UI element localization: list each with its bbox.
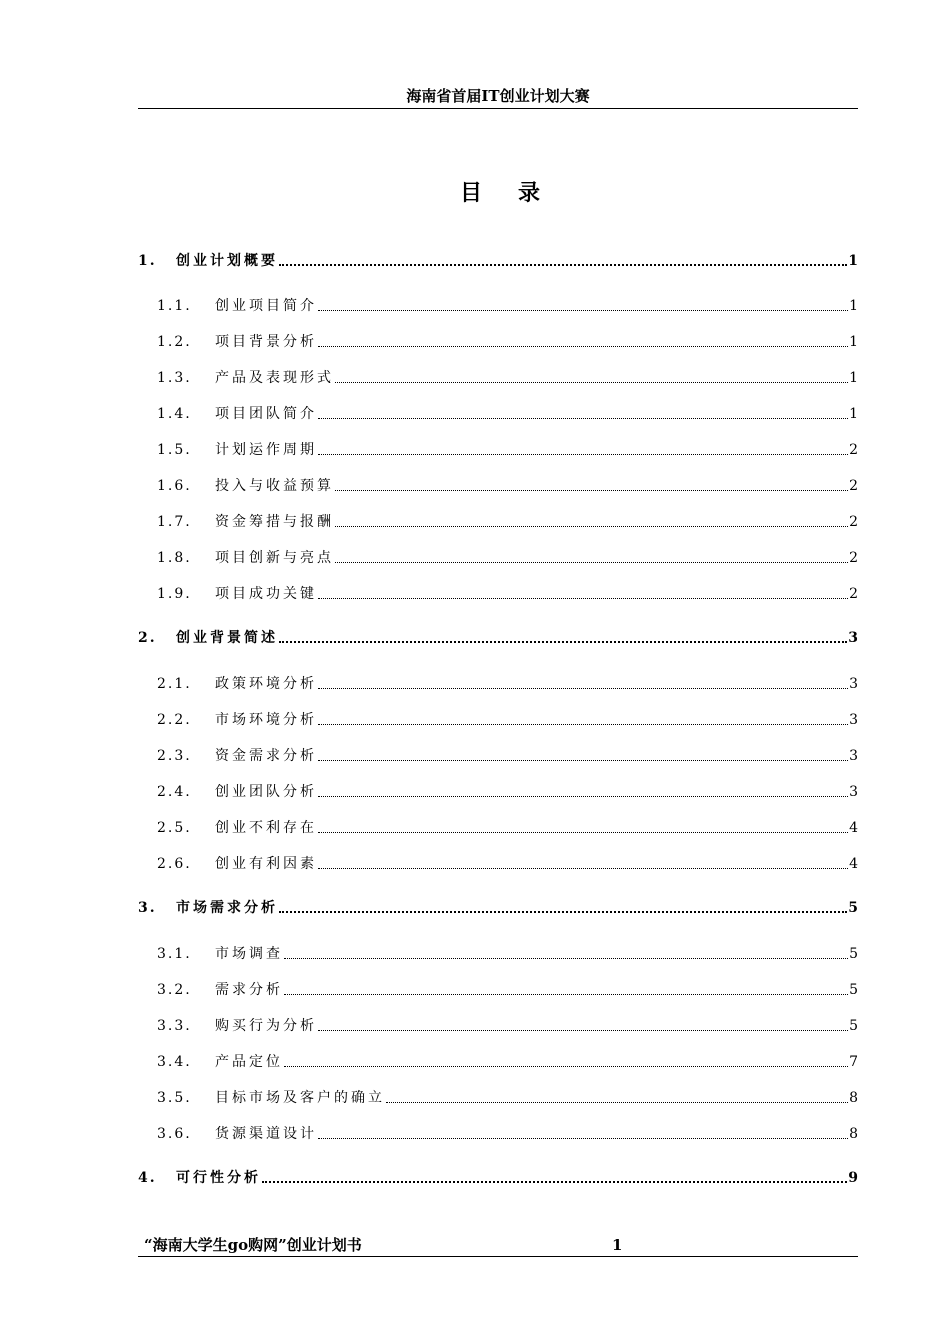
toc-entry-page: 8: [849, 1126, 858, 1142]
toc-section-entry[interactable]: [138, 853, 858, 873]
toc-chapter-entry[interactable]: [138, 627, 858, 647]
toc-entry-label: 项目团队简介: [215, 406, 317, 422]
toc-heading: [0, 176, 950, 207]
toc-dot-leader: [279, 264, 847, 266]
toc-entry-number: 2.1.: [157, 676, 192, 692]
toc-section-entry[interactable]: [138, 943, 858, 963]
toc-dot-leader: [284, 958, 848, 959]
toc-section-entry[interactable]: [138, 979, 858, 999]
toc-entry-page: 2: [849, 550, 858, 566]
toc-entry-number: 1.8.: [157, 550, 192, 566]
toc-entry-number: 2.5.: [157, 820, 192, 836]
toc-entry-label: 可行性分析: [176, 1170, 261, 1186]
toc-entry-number: 1.9.: [157, 586, 192, 602]
toc-entry-label: 项目创新与亮点: [215, 550, 334, 566]
toc-entry-number: 3.: [138, 900, 157, 916]
toc-entry-number: 2.2.: [157, 712, 192, 728]
toc-section-entry[interactable]: [138, 547, 858, 567]
toc-entry-page: 2: [849, 478, 858, 494]
toc-dot-leader: [262, 1181, 847, 1183]
toc-dot-leader: [279, 911, 847, 913]
toc-section-entry[interactable]: [138, 331, 858, 351]
toc-entry-page: 2: [849, 586, 858, 602]
toc-dot-leader: [318, 346, 848, 347]
toc-dot-leader: [318, 310, 848, 311]
toc-dot-leader: [318, 598, 848, 599]
toc-entry-label: 创业团队分析: [215, 784, 317, 800]
toc-dot-leader: [318, 832, 848, 833]
toc-entry-page: 8: [849, 1090, 858, 1106]
toc-section-entry[interactable]: [138, 745, 858, 765]
toc-entry-label: 产品及表现形式: [215, 370, 334, 386]
toc-entry-number: 1.2.: [157, 334, 192, 350]
toc-dot-leader: [284, 994, 848, 995]
toc-entry-number: 1.3.: [157, 370, 192, 386]
toc-entry-page: 4: [849, 820, 858, 836]
page-footer: [138, 1236, 858, 1257]
toc-dot-leader: [335, 382, 848, 383]
toc-dot-leader: [318, 1030, 848, 1031]
toc-entry-number: 1.: [138, 253, 157, 269]
toc-section-entry[interactable]: [138, 475, 858, 495]
toc-section-entry[interactable]: [138, 439, 858, 459]
toc-entry-label: 计划运作周期: [215, 442, 317, 458]
toc-entry-label: 产品定位: [215, 1054, 283, 1070]
toc-section-entry[interactable]: [138, 1015, 858, 1035]
toc-section-entry[interactable]: [138, 1051, 858, 1071]
toc-entry-number: 2.3.: [157, 748, 192, 764]
toc-entry-page: 4: [849, 856, 858, 872]
toc-section-entry[interactable]: [138, 583, 858, 603]
toc-section-entry[interactable]: [138, 781, 858, 801]
toc-section-entry[interactable]: [138, 709, 858, 729]
toc-entry-label: 市场需求分析: [176, 900, 278, 916]
toc-entry-number: 1.6.: [157, 478, 192, 494]
toc-entry-label: 创业背景简述: [176, 630, 278, 646]
toc-entry-page: 1: [848, 253, 858, 269]
toc-dot-leader: [279, 641, 847, 643]
toc-entry-label: 创业有利因素: [215, 856, 317, 872]
toc-dot-leader: [318, 760, 848, 761]
toc-entry-number: 1.1.: [157, 298, 192, 314]
toc-entry-page: 3: [848, 630, 858, 646]
toc-entry-label: 市场环境分析: [215, 712, 317, 728]
toc-dot-leader: [318, 688, 848, 689]
toc-section-entry[interactable]: [138, 403, 858, 423]
toc-dot-leader: [318, 1138, 848, 1139]
toc-dot-leader: [335, 490, 848, 491]
toc-entry-number: 3.4.: [157, 1054, 192, 1070]
toc-entry-page: 3: [849, 748, 858, 764]
toc-dot-leader: [318, 796, 848, 797]
toc-entry-label: 项目成功关键: [215, 586, 317, 602]
toc-entry-page: 3: [849, 676, 858, 692]
toc-entry-page: 5: [849, 982, 858, 998]
toc-entry-page: 1: [849, 298, 858, 314]
toc-dot-leader: [335, 526, 848, 527]
toc-entry-page: 5: [849, 1018, 858, 1034]
toc-entry-number: 1.5.: [157, 442, 192, 458]
footer-document-name: “海南大学生go购网”创业计划书: [144, 1236, 362, 1254]
toc-entry-label: 购买行为分析: [215, 1018, 317, 1034]
toc-dot-leader: [318, 724, 848, 725]
toc-section-entry[interactable]: [138, 1123, 858, 1143]
toc-entry-number: 3.3.: [157, 1018, 192, 1034]
toc-section-entry[interactable]: [138, 511, 858, 531]
toc-dot-leader: [386, 1102, 848, 1103]
toc-entry-page: 1: [849, 334, 858, 350]
header-title: 海南省首届IT创业计划大赛: [406, 87, 590, 105]
toc-entry-page: 5: [849, 946, 858, 962]
toc-entry-page: 1: [849, 406, 858, 422]
toc-chapter-entry[interactable]: [138, 897, 858, 917]
toc-entry-page: 9: [848, 1170, 858, 1186]
toc-dot-leader: [284, 1066, 848, 1067]
toc-section-entry[interactable]: [138, 295, 858, 315]
toc-entry-page: 2: [849, 514, 858, 530]
toc-entry-number: 1.7.: [157, 514, 192, 530]
toc-entry-page: 2: [849, 442, 858, 458]
toc-entry-label: 项目背景分析: [215, 334, 317, 350]
toc-entry-label: 资金筹措与报酬: [215, 514, 334, 530]
toc-entry-number: 2.4.: [157, 784, 192, 800]
footer-page-number: 1: [612, 1236, 623, 1254]
toc-entry-label: 市场调查: [215, 946, 283, 962]
toc-section-entry[interactable]: [138, 367, 858, 387]
toc-section-entry[interactable]: [138, 1087, 858, 1107]
toc-entry-number: 4.: [138, 1170, 157, 1186]
toc-chapter-entry[interactable]: [138, 1167, 858, 1187]
toc-entry-label: 创业计划概要: [176, 253, 278, 269]
toc-dot-leader: [318, 418, 848, 419]
page-header: [138, 86, 858, 109]
toc-entry-number: 3.2.: [157, 982, 192, 998]
toc-chapter-entry[interactable]: [138, 250, 858, 270]
toc-entry-number: 3.6.: [157, 1126, 192, 1142]
toc-entry-label: 政策环境分析: [215, 676, 317, 692]
toc-entry-page: 5: [848, 900, 858, 916]
toc-entry-number: 1.4.: [157, 406, 192, 422]
toc-entry-label: 创业不利存在: [215, 820, 317, 836]
toc-heading-char-2: 录: [518, 180, 541, 206]
toc-section-entry[interactable]: [138, 673, 858, 693]
toc-entry-page: 3: [849, 712, 858, 728]
toc-entry-label: 创业项目简介: [215, 298, 317, 314]
toc-dot-leader: [318, 868, 848, 869]
toc-entry-label: 需求分析: [215, 982, 283, 998]
toc-entry-label: 投入与收益预算: [215, 478, 334, 494]
toc-entry-number: 2.6.: [157, 856, 192, 872]
toc-dot-leader: [335, 562, 848, 563]
toc-entry-number: 3.5.: [157, 1090, 192, 1106]
toc-dot-leader: [318, 454, 848, 455]
toc-entry-page: 3: [849, 784, 858, 800]
toc-entry-page: 1: [849, 370, 858, 386]
toc-entry-number: 3.1.: [157, 946, 192, 962]
toc-entry-page: 7: [849, 1054, 858, 1070]
toc-entry-number: 2.: [138, 630, 157, 646]
toc-entry-label: 资金需求分析: [215, 748, 317, 764]
toc-entry-label: 目标市场及客户的确立: [215, 1090, 385, 1106]
toc-entry-label: 货源渠道设计: [215, 1126, 317, 1142]
toc-section-entry[interactable]: [138, 817, 858, 837]
toc-heading-char-1: 目: [459, 180, 482, 206]
